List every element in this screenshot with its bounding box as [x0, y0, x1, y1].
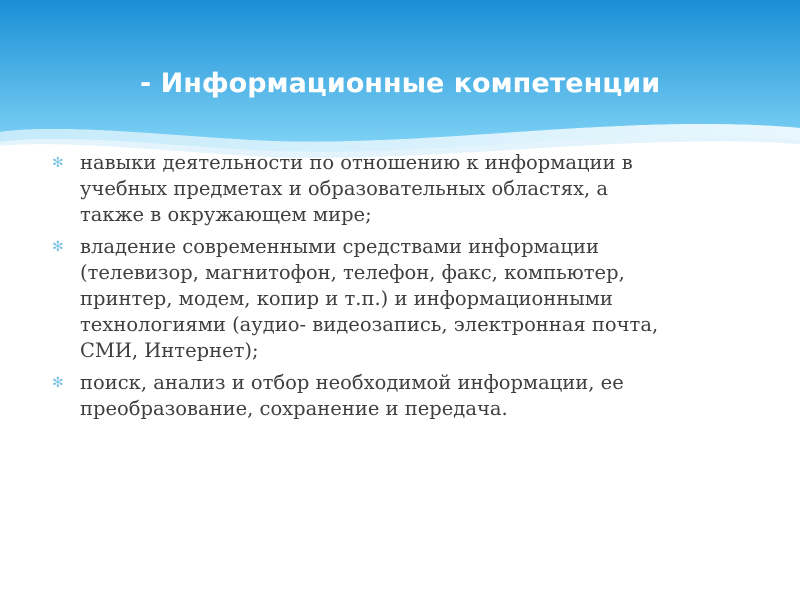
bullet-line: учебных предметах и образовательных областях, а [80, 177, 609, 200]
bullet-line: СМИ, Интернет); [80, 339, 259, 362]
bullet-line: технологиями (аудио- видеозапись, электронная почта, [80, 313, 659, 336]
bullet-list [52, 150, 732, 428]
bullet-line: также в окружающем мире; [80, 203, 372, 226]
asterisk-bullet-icon: ✻ [52, 155, 64, 171]
bullet-item [52, 370, 732, 422]
bullet-item [52, 234, 732, 364]
bullet-line: (телевизор, магнитофон, телефон, факс, компьютер, [80, 261, 625, 284]
asterisk-bullet-icon: ✻ [52, 239, 64, 255]
bullet-line: поиск, анализ и отбор необходимой информации, ее [80, 371, 624, 394]
bullet-line: принтер, модем, копир и т.п.) и информационными [80, 287, 613, 310]
asterisk-bullet-icon: ✻ [52, 375, 64, 391]
bullet-line: преобразование, сохранение и передача. [80, 397, 508, 420]
bullet-line: навыки деятельности по отношению к информации в [80, 151, 633, 174]
bullet-item [52, 150, 732, 228]
bullet-line: владение современными средствами информации [80, 235, 599, 258]
slide-title: - Информационные компетенции [140, 68, 661, 99]
